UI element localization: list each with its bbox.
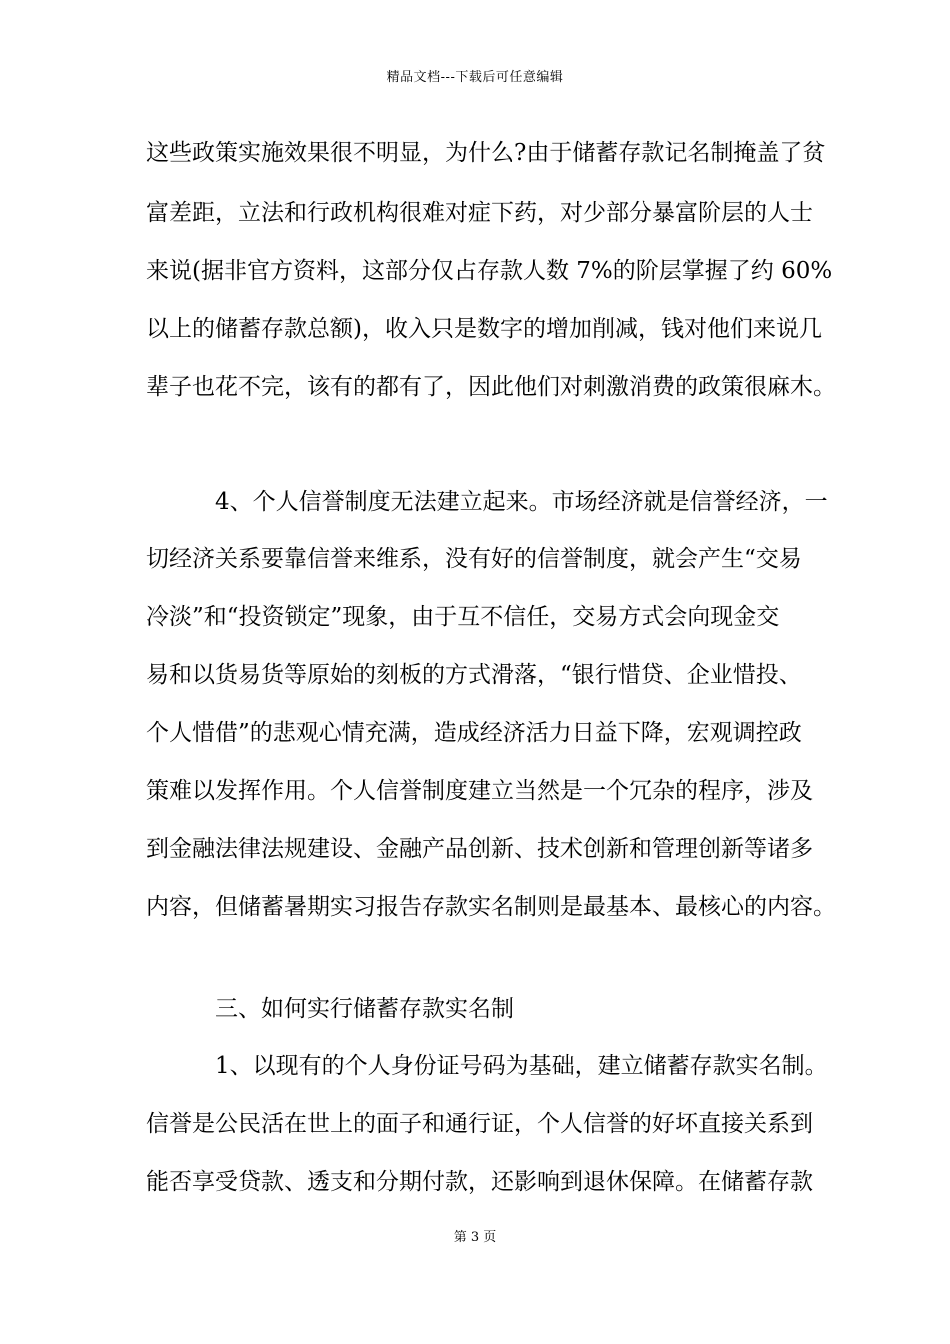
page-header: 精品文档---下载后可任意编辑 <box>386 70 564 85</box>
paragraph-1-line-4: 以上的储蓄存款总额)，收入只是数字的增加削减，钱对他们来说几 <box>146 316 822 342</box>
paragraph-2-line-4: 易和以货易货等原始的刻板的方式滑落，“银行惜贷、企业惜投、 <box>146 662 802 688</box>
paragraph-3-line-2: 信誉是公民活在世上的面子和通行证，个人信誉的好坏直接关系到 <box>146 1111 813 1137</box>
paragraph-2-line-1: 4、个人信誉制度无法建立起来。市场经济就是信誉经济，一 <box>215 489 828 515</box>
page-number: 第 3 页 <box>453 1230 497 1245</box>
section-heading: 三、如何实行储蓄存款实名制 <box>215 996 514 1022</box>
paragraph-2-line-3: 冷淡”和“投资锁定”现象，由于互不信任，交易方式会向现金交 <box>146 604 780 630</box>
paragraph-2-line-7: 到金融法律法规建设、金融产品创新、技术创新和管理创新等诸多 <box>146 836 813 862</box>
paragraph-1-line-2: 富差距，立法和行政机构很难对症下药，对少部分暴富阶层的人士 <box>146 200 813 226</box>
paragraph-3-line-3: 能否享受贷款、透支和分期付款，还影响到退休保障。在储蓄存款 <box>146 1169 813 1195</box>
paragraph-3-line-1: 1、以现有的个人身份证号码为基础，建立储蓄存款实名制。 <box>215 1053 828 1079</box>
paragraph-1-line-5: 辈子也花不完，该有的都有了，因此他们对刺激消费的政策很麻木。 <box>146 374 836 400</box>
paragraph-1-line-1: 这些政策实施效果很不明显，为什么?由于储蓄存款记名制掩盖了贫 <box>146 140 826 166</box>
paragraph-1-line-3: 来说(据非官方资料，这部分仅占存款人数 7%的阶层掌握了约 60% <box>146 258 833 284</box>
paragraph-2-line-6: 策难以发挥作用。个人信誉制度建立当然是一个冗杂的程序，涉及 <box>146 778 813 804</box>
paragraph-2-line-5: 个人惜借”的悲观心情充满，造成经济活力日益下降，宏观调控政 <box>146 720 802 746</box>
paragraph-2-line-2: 切经济关系要靠信誉来维系，没有好的信誉制度，就会产生“交易 <box>146 546 802 572</box>
paragraph-2-line-8: 内容，但储蓄暑期实习报告存款实名制则是最基本、最核心的内容。 <box>146 894 836 920</box>
